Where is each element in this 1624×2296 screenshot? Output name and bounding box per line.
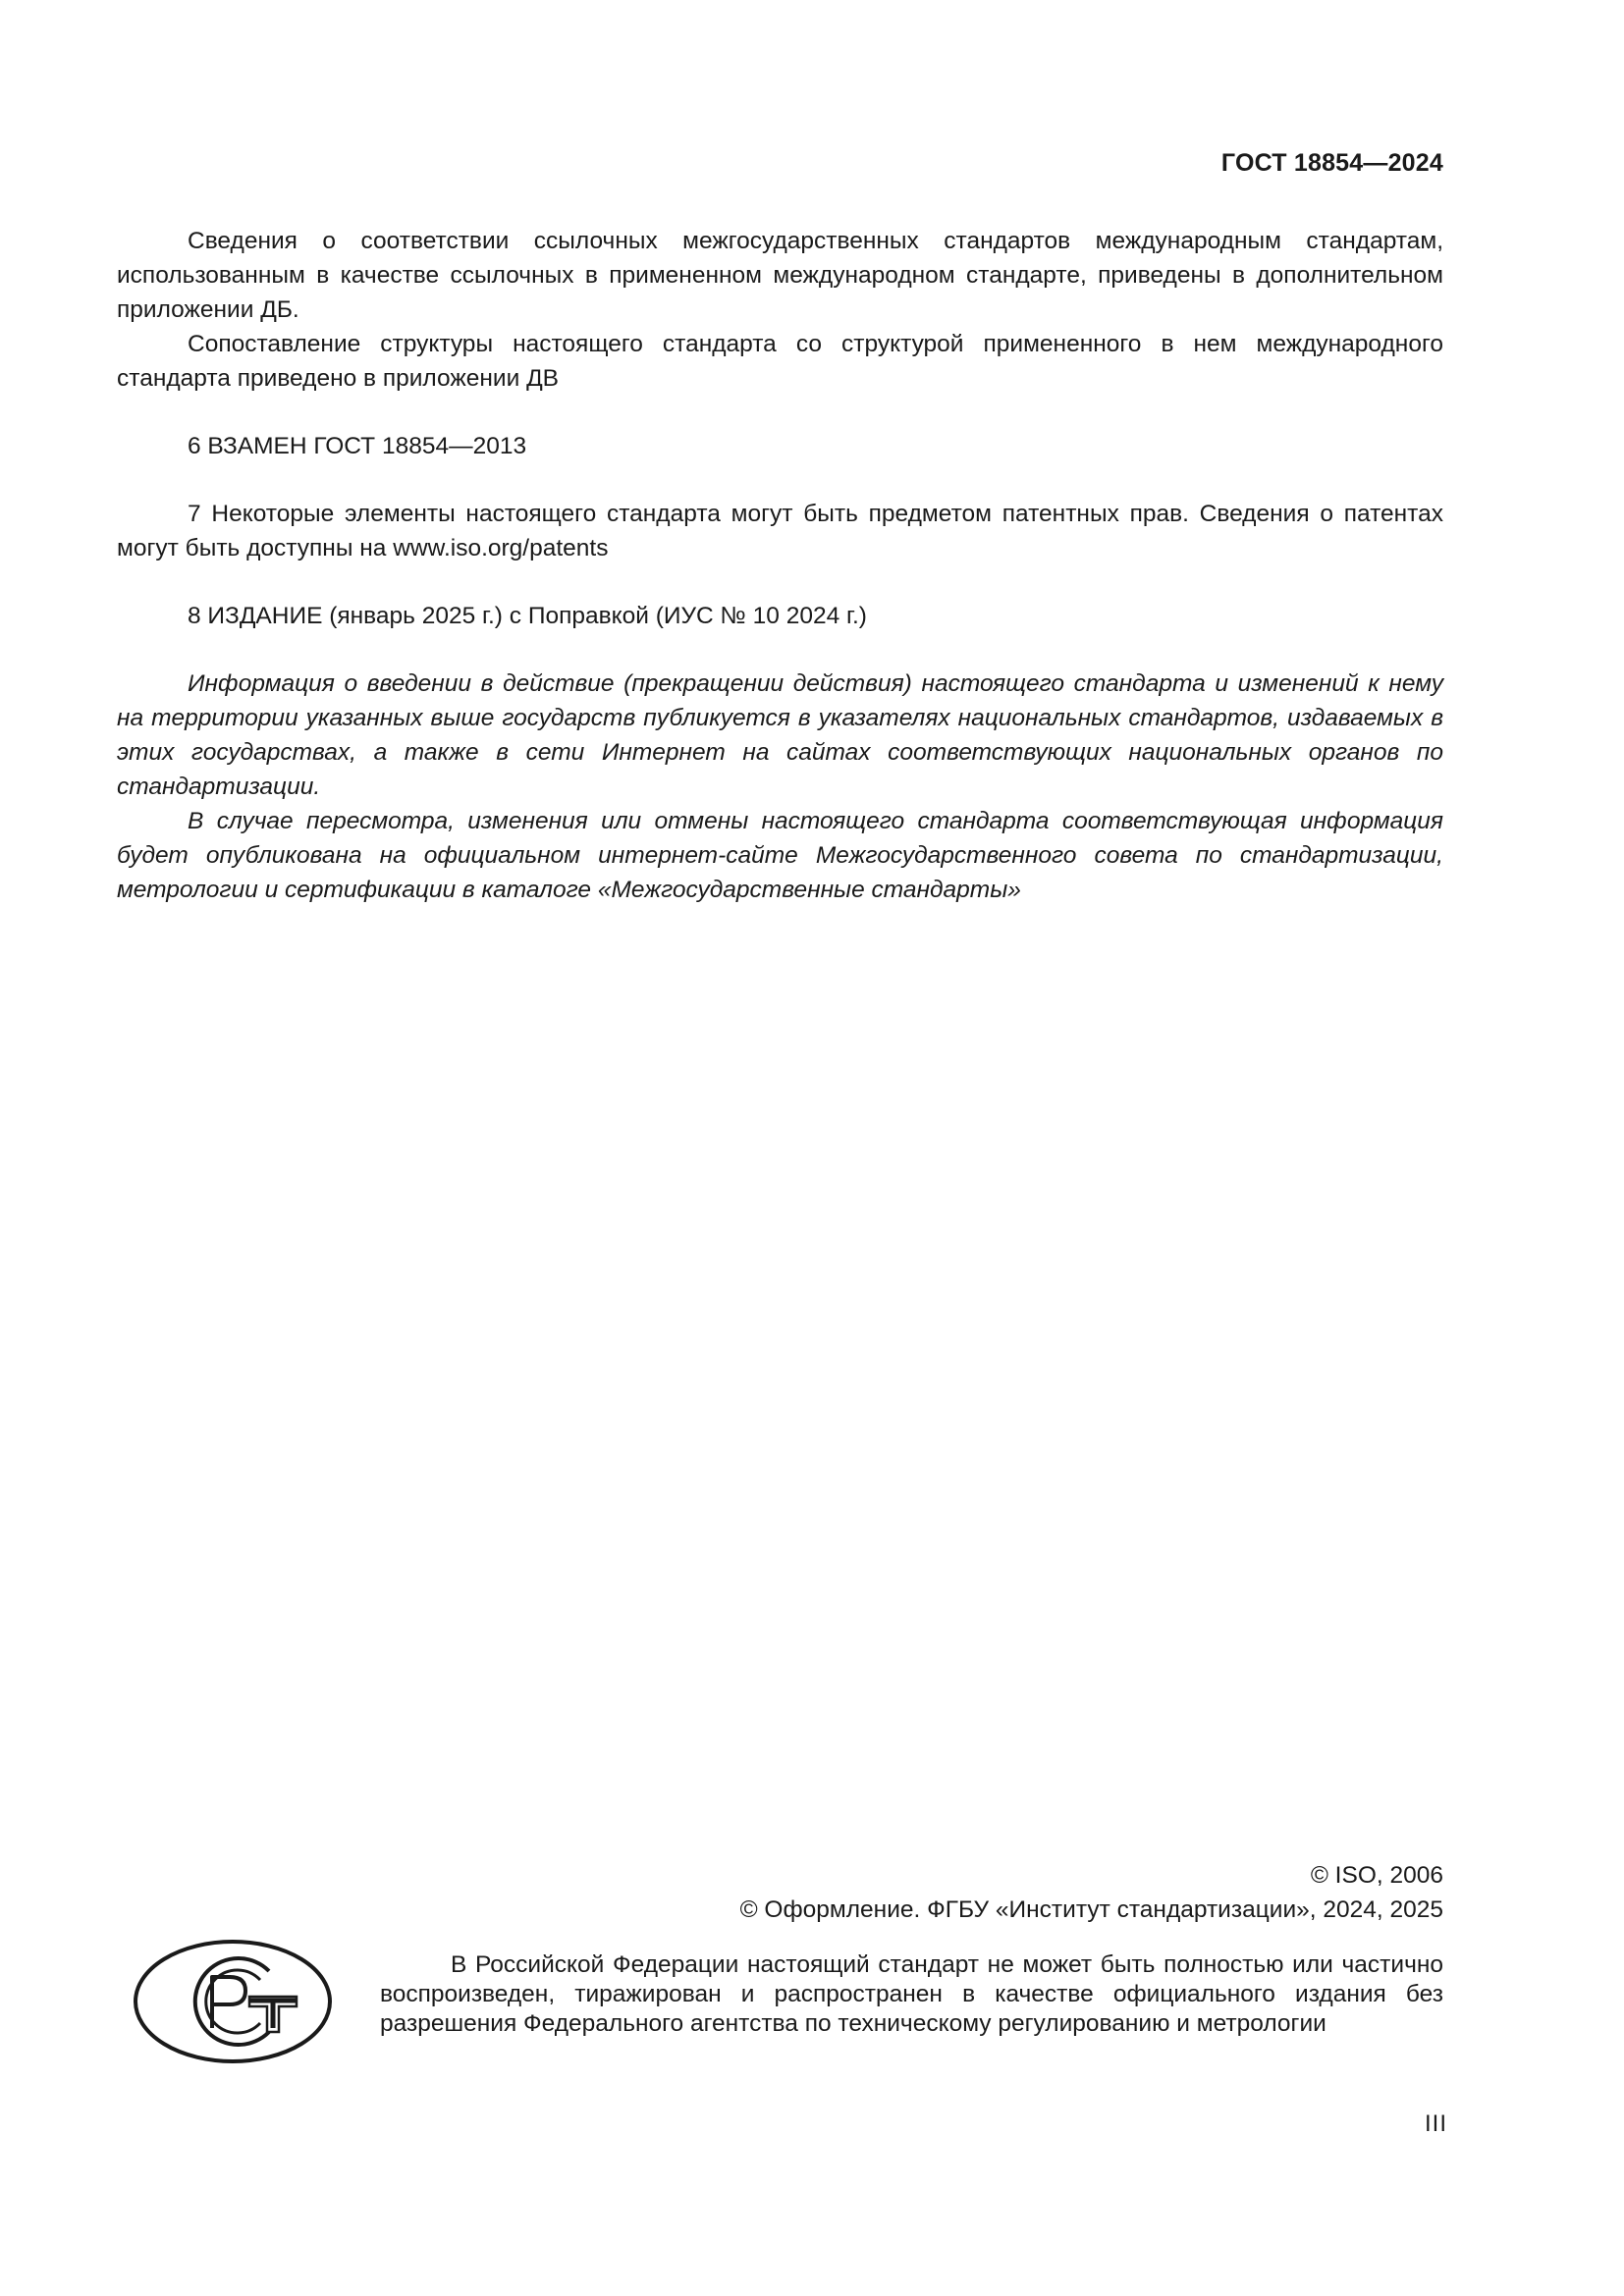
copyright-block [740,1858,1443,1927]
rst-certification-mark-icon [132,1938,334,2065]
reproduction-notice: В Российской Федерации настоящий стандарт не может быть полностью или частично воспроизведен, тиражирован и распространен в качестве официального издания без разрешения Федерального агентства по техническому регулированию и метрологии [380,1951,1443,2037]
paragraph-references-info: Сведения о соответствии ссылочных межгосударственных стандартов международным стандартам, использованным в качестве ссылочных в примененном международном стандарте, приведены в дополнительном приложении ДБ. [117,228,1443,323]
page-number: III [1424,2110,1447,2137]
item-replaces: 6 ВЗАМЕН ГОСТ 18854—2013 [188,433,527,459]
item-patents: 7 Некоторые элементы настоящего стандарта могут быть предметом патентных прав. Сведения о патентах могут быть доступны на www.iso.org/patents [117,501,1443,561]
copyright-iso: © ISO, 2006 [1310,1862,1443,1889]
document-body [117,224,1443,907]
paragraph-structure-comparison: Сопоставление структуры настоящего стандарта со структурой примененного в нем международного стандарта приведено в приложении ДВ [117,331,1443,392]
item-edition: 8 ИЗДАНИЕ (январь 2025 г.) с Поправкой (ИУС № 10 2024 г.) [188,603,867,629]
italic-info-enactment: Информация о введении в действие (прекращении действия) настоящего стандарта и изменений к нему на территории указанных выше государств публикуется в указателях национальных стандартов, издаваемых в этих государствах, а также в сети Интернет на сайтах соответствующих национальных органов по стандартизации. [117,670,1443,800]
italic-info-revision: В случае пересмотра, изменения или отмены настоящего стандарта соответствующая информация будет опубликована на официальном интернет-сайте Межгосударственного совета по стандартизации, метрологии и сертификации в каталоге «Межгосударственные стандарты» [117,808,1443,903]
copyright-design: © Оформление. ФГБУ «Институт стандартизации», 2024, 2025 [739,1896,1443,1923]
document-id-header: ГОСТ 18854—2024 [1220,149,1443,177]
